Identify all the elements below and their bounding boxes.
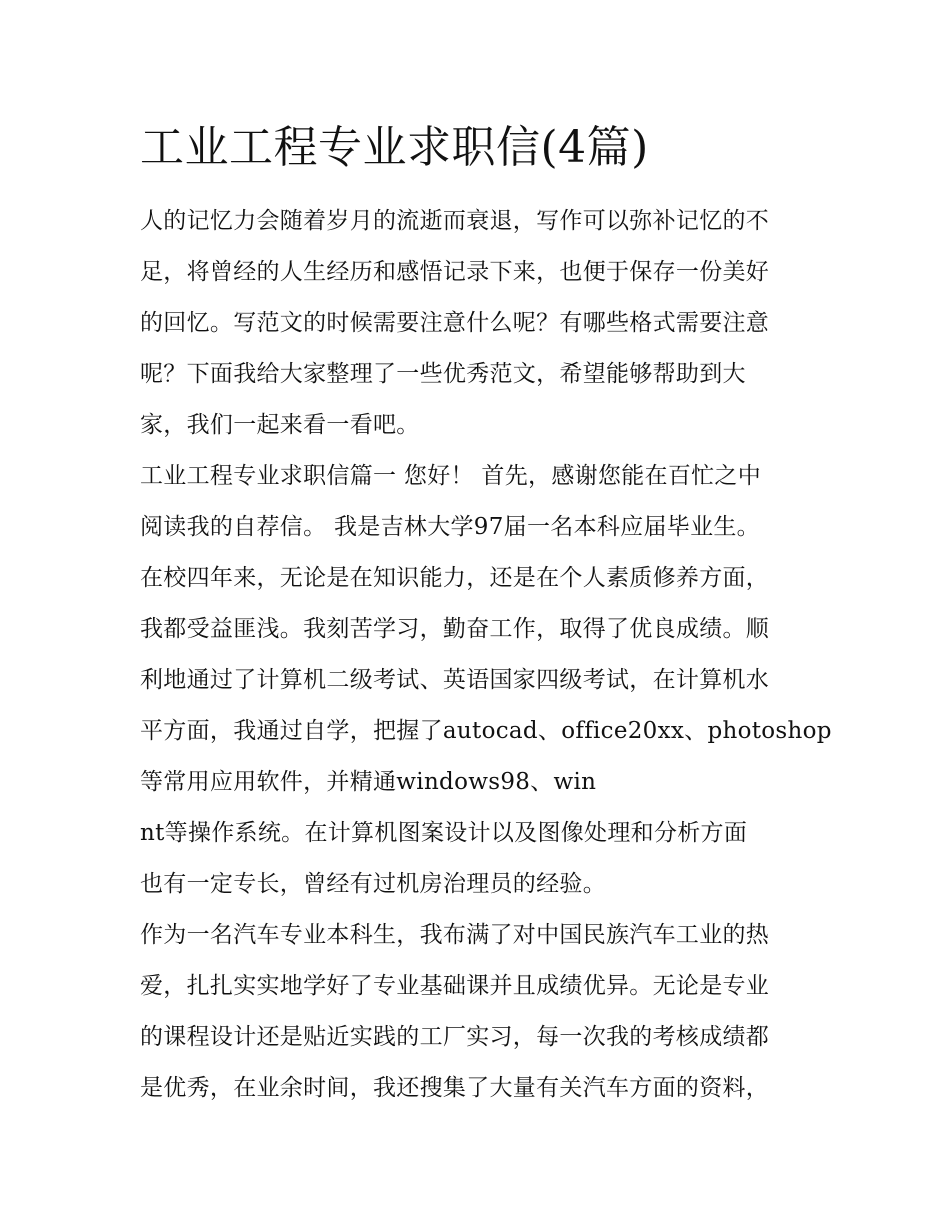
text-line: 的课程设计还是贴近实践的工厂实习，每一次我的考核成绩都 [140, 1024, 770, 1050]
text-line: 平方面，我通过自学，把握了autocad、office20xx、photoshop [140, 718, 832, 744]
text-line: 等常用应用软件，并精通windows98、win [140, 769, 597, 795]
text-line: 我都受益匪浅。我刻苦学习，勤奋工作，取得了优良成绩。顺 [140, 616, 770, 642]
text-line: 在校四年来，无论是在知识能力，还是在个人素质修养方面， [140, 565, 770, 591]
text-line: 利地通过了计算机二级考试、英语国家四级考试，在计算机水 [140, 667, 770, 693]
document-body [140, 196, 832, 1114]
text-line: 阅读我的自荐信。 我是吉林大学97届一名本科应届毕业生。 [140, 514, 760, 540]
text-line: 工业工程专业求职信篇一 您好！ 首先，感谢您能在百忙之中 [140, 463, 762, 489]
text-line: 人的记忆力会随着岁月的流逝而衰退，写作可以弥补记忆的不 [140, 208, 770, 234]
text-line: 爱，扎扎实实地学好了专业基础课并且成绩优异。无论是专业 [140, 973, 770, 999]
text-line: 也有一定专长，曾经有过机房治理员的经验。 [140, 871, 606, 897]
text-line: 呢？下面我给大家整理了一些优秀范文，希望能够帮助到大 [140, 361, 746, 387]
document-title: 工业工程专业求职信(4篇) [140, 122, 649, 173]
text-line: 足，将曾经的人生经历和感悟记录下来，也便于保存一份美好 [140, 259, 770, 285]
text-line: nt等操作系统。在计算机图案设计以及图像处理和分析方面 [140, 820, 748, 846]
text-line: 家，我们一起来看一看吧。 [140, 412, 420, 438]
text-line: 作为一名汽车专业本科生，我布满了对中国民族汽车工业的热 [140, 922, 770, 948]
text-line: 是优秀，在业余时间，我还搜集了大量有关汽车方面的资料， [140, 1075, 770, 1101]
text-line: 的回忆。写范文的时候需要注意什么呢？有哪些格式需要注意 [140, 310, 770, 336]
